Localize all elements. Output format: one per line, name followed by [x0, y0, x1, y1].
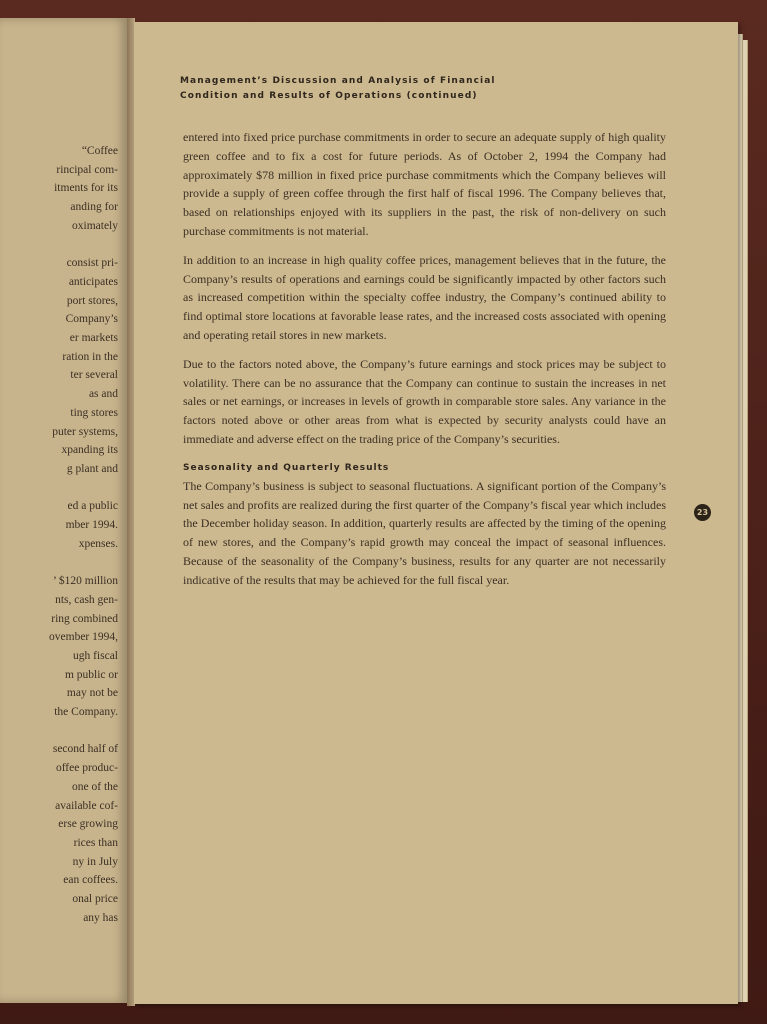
header-line-2: Condition and Results of Operations (continued) [180, 91, 478, 101]
left-line-gap [0, 722, 118, 741]
left-line: may not be [66, 687, 118, 700]
left-line: ’ $120 million [53, 575, 118, 588]
left-line-gap [0, 236, 118, 255]
left-line: ean coffees. [63, 874, 118, 887]
left-line: ovember 1994, [49, 631, 118, 644]
left-line: ting stores [70, 406, 118, 419]
left-page-text [0, 142, 118, 927]
left-line: ter several [70, 369, 118, 382]
left-line: ration in the [62, 350, 118, 363]
section-paragraph: The Company’s business is subject to seasonal fluctuations. A significant portion of the Company’s net sales and profits are realized during the first quarter of the Company’s fiscal year which includes the December holiday season. In addition, quarterly results are affected by the timing of the opening of new stores, and the Company’s rapid growth may conceal the impact of seasonal influences. Because of the seasonality of the Company’s business, results for any quarter are not necessarily indicative of the results that may be achieved for the full fiscal year. [183, 478, 666, 587]
left-line: as and [88, 388, 118, 401]
section-heading: Seasonality and Quarterly Results [183, 462, 390, 473]
left-line: Company’s [65, 313, 118, 326]
left-line: erse growing [58, 818, 118, 831]
left-line: oximately [72, 219, 118, 232]
left-line: nts, cash gen- [55, 593, 118, 606]
left-line: consist pri- [66, 257, 118, 270]
paragraph: entered into fixed price purchase commitments in order to secure an adequate supply of high quality green coffee and to fix a cost for future periods. As of October 2, 1994 the Company had approximately $78 million in fixed price purchase commitments which the Company believes will provide a supply of green coffee through the first half of fiscal 1996. The Company believes that, based on relationships enjoyed with its suppliers in the past, the risk of non-delivery on such purchase commitments is not material. [183, 130, 666, 238]
left-line: ring combined [51, 612, 118, 625]
left-line: ed a public [67, 500, 118, 513]
page-edge [743, 40, 748, 1002]
left-line: onal price [72, 893, 118, 906]
left-line: rices than [73, 836, 118, 849]
left-line: anticipates [68, 275, 118, 288]
left-line-gap [0, 479, 118, 498]
left-line: m public or [64, 668, 118, 681]
left-line: “Coffee [81, 145, 118, 157]
left-line: the Company. [54, 706, 118, 719]
header-line-1: Management’s Discussion and Analysis of Financial [180, 76, 496, 86]
left-line: xpanding its [61, 444, 118, 457]
left-line: port stores, [66, 294, 118, 307]
page-header [180, 74, 660, 104]
paragraph: Due to the factors noted above, the Company’s future earnings and stock prices may be subject to volatility. There can be no assurance that the Company can continue to sustain the increases in net sales or net earnings, or increases in levels of growth in comparable store sales. Any variance in the factors noted above or other areas from what is expected by security analysts could have an immediate and adverse effect on the trading price of the Company’s securities. [183, 356, 666, 446]
left-line: mber 1994. [65, 519, 118, 532]
page-number: 23 [694, 504, 711, 521]
paragraph: In addition to an increase in high quality coffee prices, management believes that in the future, the Company’s results of operations and earnings could be significantly impacted by other factors such as increased competition within the specialty coffee industry, the Company’s continued ability to find optimal store locations at favorable lease rates, and the increased costs associated with opening and operating retail stores in new markets. [183, 252, 666, 342]
left-line: rincipal com- [56, 163, 118, 176]
left-line-gap [0, 553, 118, 572]
left-page [0, 18, 128, 1003]
body-text [183, 128, 666, 600]
left-line: any has [83, 911, 118, 924]
left-line: ny in July [72, 855, 118, 868]
left-line: ugh fiscal [72, 649, 118, 662]
left-line: xpenses. [78, 537, 118, 550]
left-line: itments for its [54, 182, 118, 195]
left-line: er markets [69, 332, 118, 345]
left-line: anding for [70, 201, 118, 214]
left-line: available cof- [55, 799, 118, 812]
left-line: g plant and [66, 462, 118, 475]
left-line: second half of [52, 743, 118, 756]
left-line: offee produc- [55, 762, 118, 775]
left-line: one of the [72, 780, 118, 793]
left-line: puter systems, [52, 425, 118, 438]
